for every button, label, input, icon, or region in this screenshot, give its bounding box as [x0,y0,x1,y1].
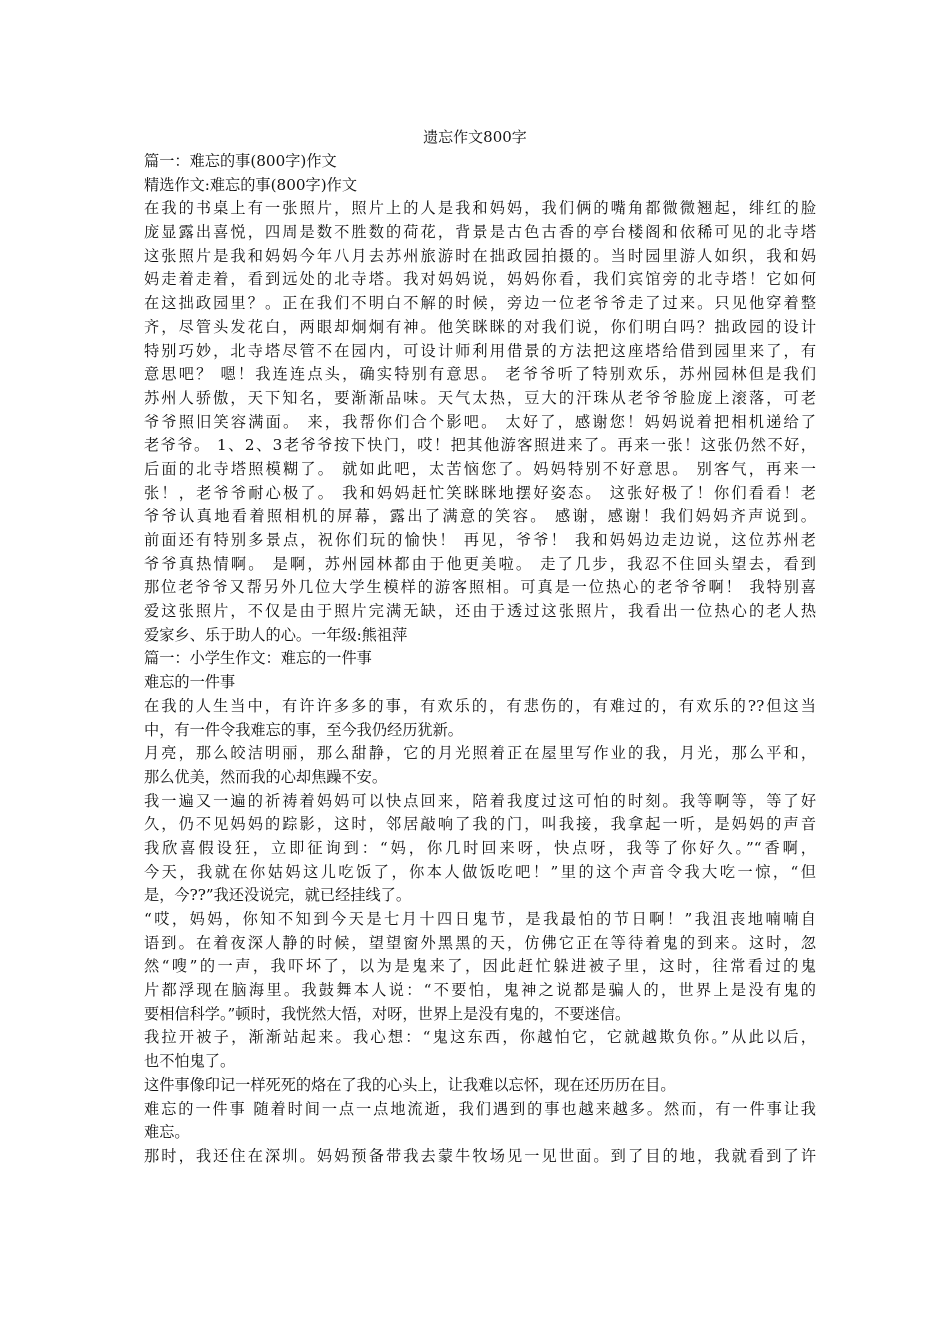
text-line: 爷爷照旧笑容满面。 来，我帮你们合个影吧。 太好了，感谢您！妈妈说着把相机递给了 [144,412,816,431]
text-line: 爷爷认真地看着照相机的屏幕，露出了满意的笑容。 感谢，感谢！我们妈妈齐声说到。 [144,507,816,526]
text-line: 这件事像印记一样死死的烙在了我的心头上，让我难以忘怀，现在还历历在目。 [144,1075,676,1094]
text-line: 特别巧妙，北寺塔尽管不在园内，可设计师利用借景的方法把这座塔给借到园里来了，有 [144,341,816,360]
text-line: 那时，我还住在深圳。妈妈预备带我去蒙牛牧场见一见世面。到了目的地，我就看到了许 [144,1146,816,1165]
text-line: 那么优美，然而我的心却焦躁不安。 [144,767,387,786]
text-line: 那位老爷爷又帮另外几位大学生模样的游客照相。可真是一位热心的老爷爷啊！ 我特别喜 [144,578,816,597]
text-line: 妈走着走着，看到远处的北寺塔。我对妈妈说，妈妈你看，我们宾馆旁的北寺塔！它如何 [144,270,816,289]
text-line: 这张照片是我和妈妈今年八月去苏州旅游时在拙政园拍摄的。当时园里游人如织，我和妈 [144,246,816,265]
text-line: 爱家乡、乐于助人的心。一年级:熊祖萍 [144,625,408,644]
text-line: 在我的人生当中，有许许多多的事，有欢乐的，有悲伤的，有难过的，有欢乐的??但这当 [144,696,816,715]
text-line: 然“嗖”的一声，我吓坏了，以为是鬼来了，因此赶忙躲进被子里，这时，往常看过的鬼 [144,957,816,976]
text-line: 意思吧？ 嗯！我连连点头，确实特别有意思。 老爷爷听了特别欢乐，苏州园林但是我们 [144,365,816,384]
text-line: “哎，妈妈，你知不知到今天是七月十四日鬼节，是我最怕的节日啊！”我沮丧地喃喃自 [144,910,816,928]
text-line: 难忘的一件事 [144,673,236,692]
text-line: 今天，我就在你姑妈这儿吃饭了，你本人做饭吃吧！”里的这个声音令我大吃一惊，“但 [144,862,816,881]
text-line: 月亮，那么皎洁明丽，那么甜静，它的月光照着正在屋里写作业的我，月光，那么平和， [144,744,816,763]
text-line: 我欣喜假设狂，立即征询到：“妈，你几时回来呀，快点呀，我等了你好久。”“香啊， [144,838,816,857]
text-line: 前面还有特别多景点，祝你们玩的愉快！ 再见，爷爷！ 我和妈妈边走边说，这位苏州老 [144,531,816,549]
text-line: 爷爷真热情啊。 是啊，苏州园林都由于他更美啦。 走了几步，我忍不住回头望去，看到 [144,554,816,573]
text-line: 老爷爷。 1、2、3老爷爷按下快门，哎！把其他游客照进来了。再来一张！这张仍然不好， [144,436,816,455]
text-line: 语到。在着夜深人静的时候，望望窗外黑黑的天，仿佛它正在等待着鬼的到来。这时，忽 [144,933,816,952]
text-line: 要相信科学。”顿时，我恍然大悟，对呀，世界上是没有鬼的，不要迷信。 [144,1004,631,1023]
text-line: 难忘的一件事 随着时间一点一点地流逝，我们遇到的事也越来越多。然而，有一件事让我 [144,1099,816,1118]
text-line: 难忘。 [144,1123,190,1142]
text-line: 精选作文:难忘的事(800字)作文 [144,175,358,194]
text-line: 在这拙政园里？。正在我们不明白不解的时候，旁边一位老爷爷走了过来。只见他穿着整 [144,294,816,313]
text-line: 片都浮现在脑海里。我鼓舞本人说：“不要怕，鬼神之说都是骗人的，世界上是没有鬼的 [144,981,816,1000]
document-title: 遗忘作文800字 [423,128,527,146]
text-line: 久，仍不见妈妈的踪影，这时，邻居敲响了我的门，叫我接，我拿起一听，是妈妈的声音 [144,815,816,834]
text-line: 张！，老爷爷耐心极了。 我和妈妈赶忙笑眯眯地摆好姿态。 这张好极了！你们看看！老 [144,483,816,502]
text-line: 我一遍又一遍的祈祷着妈妈可以快点回来，陪着我度过这可怕的时刻。我等啊等，等了好 [144,791,816,810]
text-line: 爱这张照片，不仅是由于照片完满无缺，还由于透过这张照片，我看出一位热心的老人热 [144,602,816,621]
text-line: 我拉开被子，渐渐站起来。我心想：“鬼这东西，你越怕它，它就越欺负你。”从此以后， [144,1028,816,1047]
text-line: 后面的北寺塔照模糊了。 就如此吧，太苦恼您了。妈妈特别不好意思。 别客气，再来一 [144,459,816,478]
text-line: 庞显露出喜悦，四周是数不胜数的荷花，背景是古色古香的亭台楼阁和依稀可见的北寺塔 [144,223,816,242]
text-line: 篇一：小学生作文：难忘的一件事 [144,649,372,668]
text-line: 齐，尽管头发花白，两眼却炯炯有神。他笑眯眯的对我们说，你们明白吗？拙政园的设计 [144,317,816,336]
text-line: 在我的书桌上有一张照片，照片上的人是我和妈妈，我们俩的嘴角都微微翘起，绯红的脸 [144,199,816,218]
text-line: 也不怕鬼了。 [144,1052,236,1071]
text-line: 苏州人骄傲，天下知名，要渐渐品味。天气太热，豆大的汗珠从老爷爷脸庞上滚落，可老 [144,388,816,407]
document-body [144,150,816,1169]
text-line: 中，有一件令我难忘的事，至今我仍经历犹新。 [144,720,463,739]
text-line: 篇一：难忘的事(800字)作文 [144,152,337,170]
text-line: 是，今??”我还没说完，就已经挂线了。 [144,886,412,905]
